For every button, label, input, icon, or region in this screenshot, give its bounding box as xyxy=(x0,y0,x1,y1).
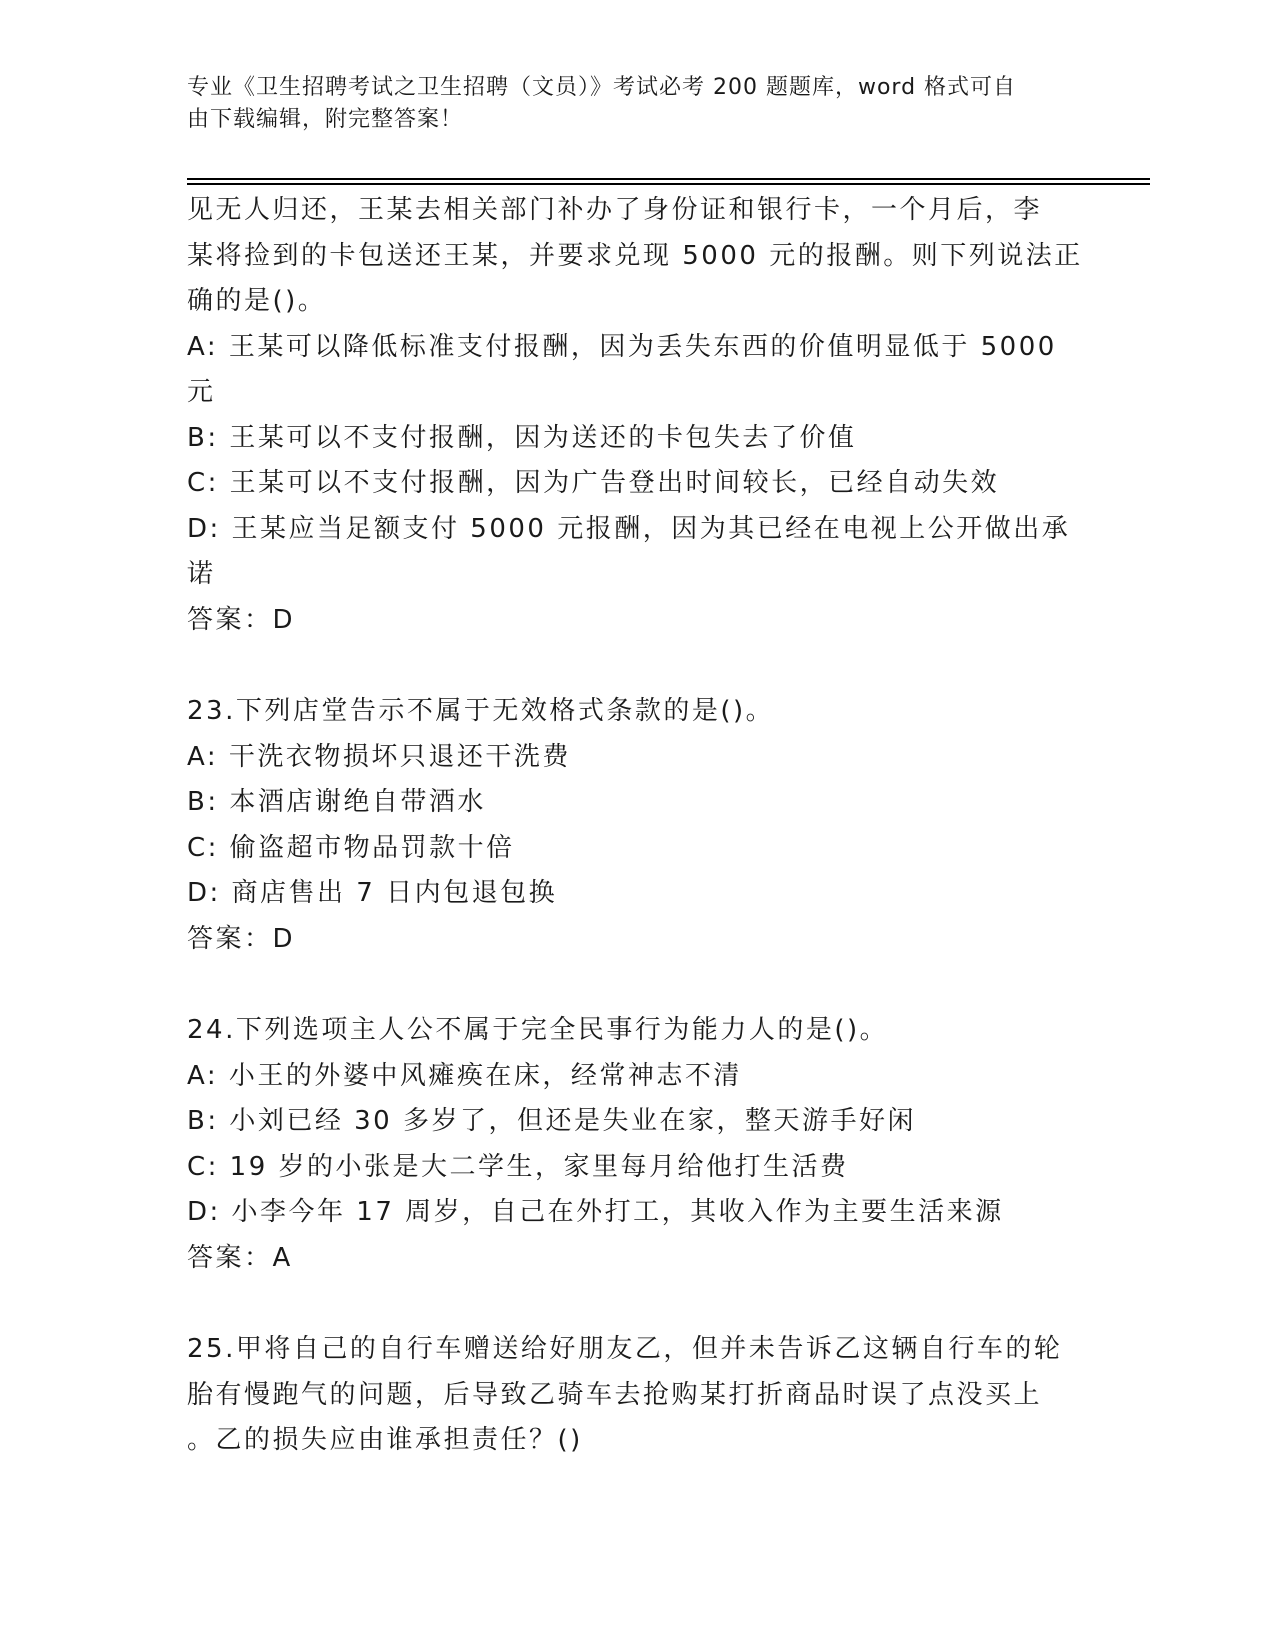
question-text-line: 见无人归还，王某去相关部门补办了身份证和银行卡，一个月后，李 xyxy=(187,195,1043,225)
option-c: C: 19 岁的小张是大二学生，家里每月给他打生活费 xyxy=(187,1151,849,1182)
option-d: D: 小李今年 17 周岁，自己在外打工，其收入作为主要生活来源 xyxy=(187,1197,1004,1227)
header-line-1: 专业《卫生招聘考试之卫生招聘（文员）》考试必考 200 题题库，word 格式可自 xyxy=(187,75,1017,100)
answer: 答案：D xyxy=(187,604,296,635)
answer: 答案：A xyxy=(187,1242,293,1273)
option-a: A: 王某可以降低标准支付报酬，因为丢失东西的价值明显低于 5000 xyxy=(187,331,1057,362)
option-b: B: 本酒店谢绝自带酒水 xyxy=(187,787,486,817)
option-b: B: 王某可以不支付报酬，因为送还的卡包失去了价值 xyxy=(187,422,857,453)
question-text-line: 25.甲将自己的自行车赠送给好朋友乙，但并未告诉乙这辆自行车的轮 xyxy=(187,1334,1063,1364)
document-header xyxy=(187,72,1067,136)
option-c: C: 王某可以不支付报酬，因为广告登出时间较长，已经自动失效 xyxy=(187,468,1000,498)
question-text: 24.下列选项主人公不属于完全民事行为能力人的是()。 xyxy=(187,1015,889,1045)
question-text-line: 确的是()。 xyxy=(187,286,327,316)
option-d: D: 商店售出 7 日内包退包换 xyxy=(187,878,558,908)
question-text-line: 胎有慢跑气的问题，后导致乙骑车去抢购某打折商品时误了点没买上 xyxy=(187,1379,1043,1410)
question-23 xyxy=(187,689,1087,962)
question-text-line: 某将捡到的卡包送还王某，并要求兑现 5000 元的报酬。则下列说法正 xyxy=(187,240,1083,271)
document-body xyxy=(187,188,1087,1464)
option-a: A: 小王的外婆中风瘫痪在床，经常神志不清 xyxy=(187,1060,742,1091)
question-22 xyxy=(187,188,1087,643)
answer: 答案：D xyxy=(187,923,296,954)
question-24 xyxy=(187,1008,1087,1281)
question-text: 23.下列店堂告示不属于无效格式条款的是()。 xyxy=(187,696,775,726)
header-divider-bottom xyxy=(187,183,1150,185)
option-d: D: 王某应当足额支付 5000 元报酬，因为其已经在电视上公开做出承 xyxy=(187,513,1071,544)
option-a-continued: 元 xyxy=(187,377,216,407)
question-25 xyxy=(187,1327,1087,1464)
option-c: C: 偷盗超市物品罚款十倍 xyxy=(187,832,515,863)
option-a: A: 干洗衣物损坏只退还干洗费 xyxy=(187,741,571,772)
question-text-line: 。乙的损失应由谁承担责任？() xyxy=(187,1425,583,1455)
option-b: B: 小刘已经 30 多岁了，但还是失业在家，整天游手好闲 xyxy=(187,1106,916,1136)
header-divider-top xyxy=(187,178,1150,180)
header-line-2: 由下载编辑，附完整答案！ xyxy=(187,107,464,132)
option-d-continued: 诺 xyxy=(187,559,216,589)
